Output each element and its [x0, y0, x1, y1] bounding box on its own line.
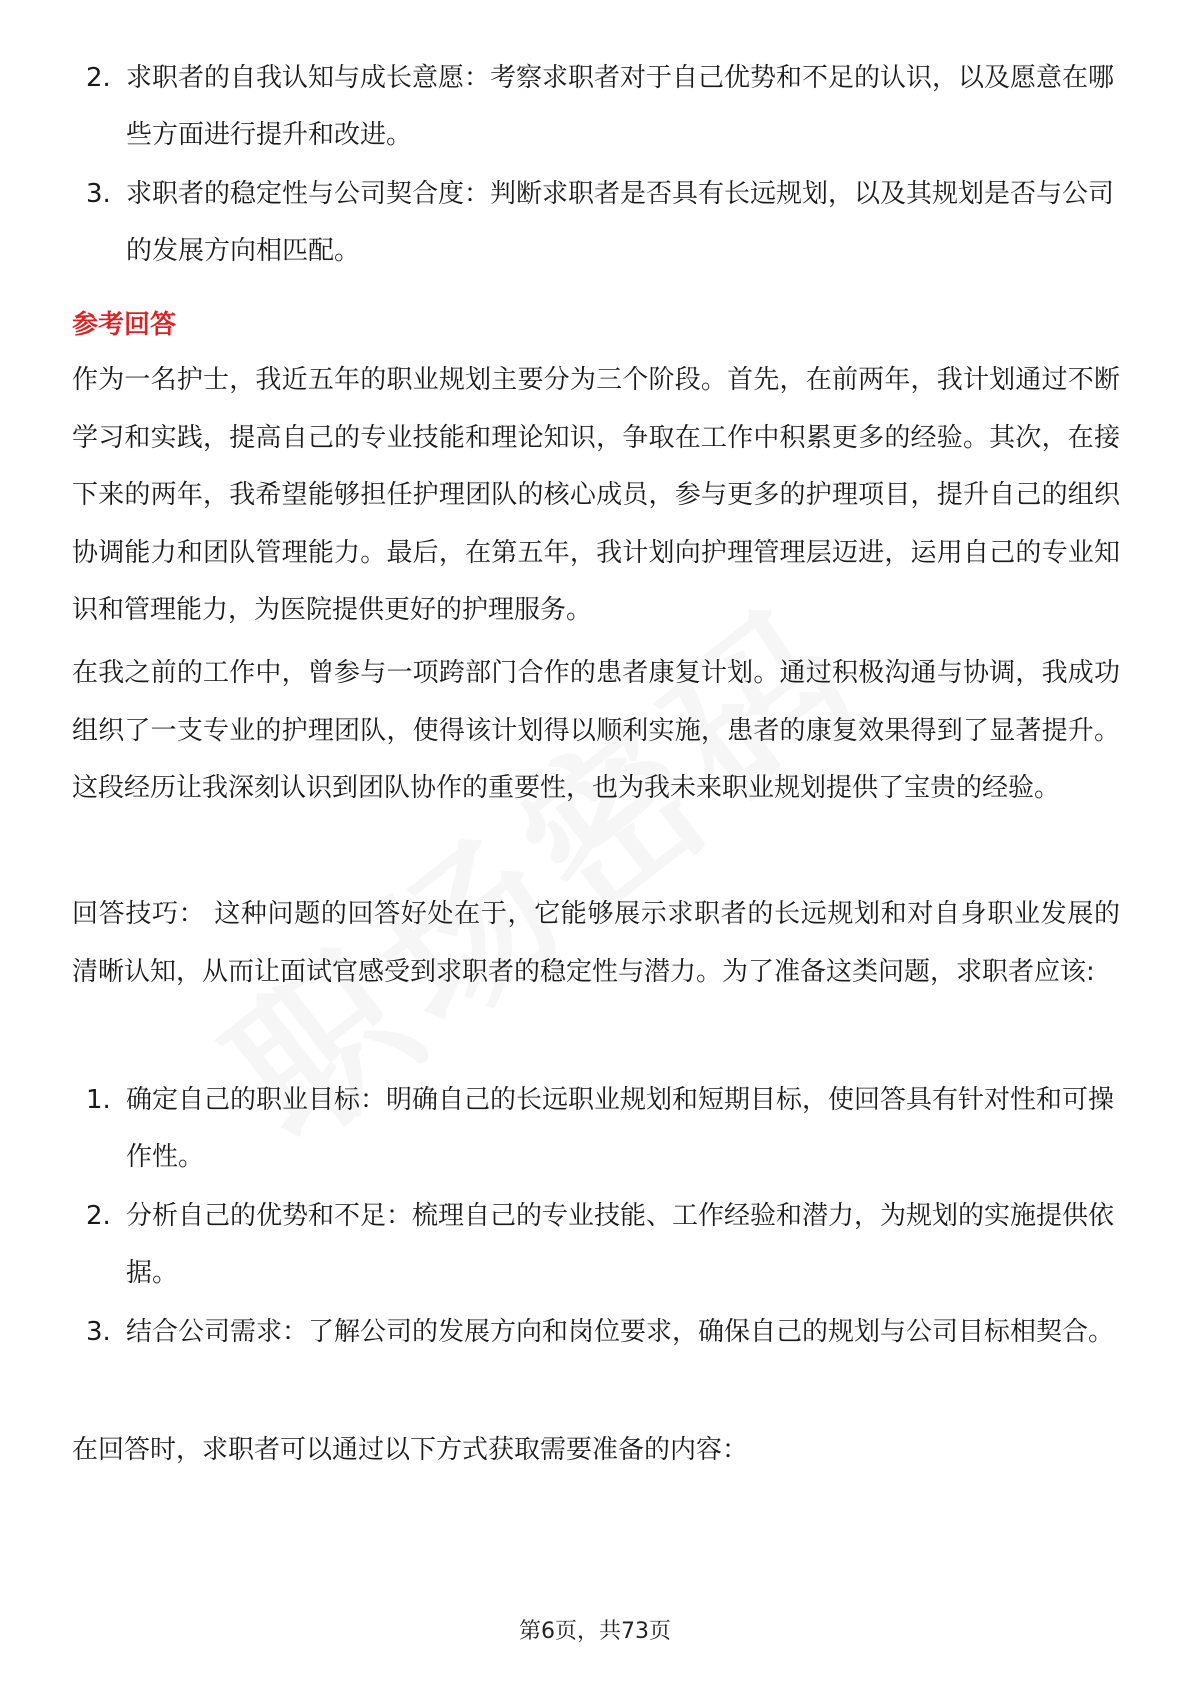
list-item-number: 2.	[86, 1201, 111, 1231]
criteria-list	[72, 50, 1122, 282]
list-item-text: 求职者的自我认知与成长意愿：考察求职者对于自己优势和不足的认识，以及愿意在哪些方面进行提升和改进。	[126, 63, 1115, 150]
answer-paragraph-1: 作为一名护士，我近五年的职业规划主要分为三个阶段。首先，在前两年，我计划通过不断学习和实践，提高自己的专业技能和理论知识，争取在工作中积累更多的经验。其次，在接下来的两年，我希望能够担任护理团队的核心成员，参与更多的护理项目，提升自己的组织协调能力和团队管理能力。最后，在第五年，我计划向护理管理层迈进，运用自己的专业知识和管理能力，为医院提供更好的护理服务。	[72, 365, 1120, 626]
list-item-text: 结合公司需求：了解公司的发展方向和岗位要求，确保自己的规划与公司目标相契合。	[126, 1317, 1115, 1347]
list-item-number: 2.	[86, 63, 111, 93]
list-item-number: 3.	[86, 179, 111, 209]
list-item	[72, 166, 1122, 280]
list-item-number: 3.	[86, 1317, 111, 1347]
list-item-text: 求职者的稳定性与公司契合度：判断求职者是否具有长远规划，以及其规划是否与公司的发展方向相匹配。	[126, 179, 1115, 266]
answer-paragraph-2: 在我之前的工作中，曾参与一项跨部门合作的患者康复计划。通过积极沟通与协调，我成功组织了一支专业的护理团队，使得该计划得以顺利实施，患者的康复效果得到了显著提升。这段经历让我深刻认识到团队协作的重要性，也为我未来职业规划提供了宝贵的经验。	[72, 658, 1120, 804]
tips-paragraph: 回答技巧： 这种问题的回答好处在于，它能够展示求职者的长远规划和对自身职业发展的清晰认知，从而让面试官感受到求职者的稳定性与潜力。为了准备这类问题，求职者应该:	[72, 899, 1120, 987]
list-item	[72, 1188, 1122, 1302]
list-item	[72, 50, 1122, 164]
list-item	[72, 1304, 1122, 1361]
list-item	[72, 1072, 1122, 1186]
list-item-number: 1.	[86, 1085, 111, 1115]
list-item-text: 分析自己的优势和不足：梳理自己的专业技能、工作经验和潜力，为规划的实施提供依据。	[126, 1201, 1115, 1288]
section-heading: 参考回答	[72, 310, 177, 340]
page-footer: 第6页，共73页	[519, 1619, 671, 1644]
tips-list	[72, 1072, 1122, 1363]
closing-paragraph: 在回答时，求职者可以通过以下方式获取需要准备的内容：	[72, 1435, 749, 1465]
list-item-text: 确定自己的职业目标：明确自己的长远职业规划和短期目标，使回答具有针对性和可操作性。	[126, 1085, 1115, 1172]
